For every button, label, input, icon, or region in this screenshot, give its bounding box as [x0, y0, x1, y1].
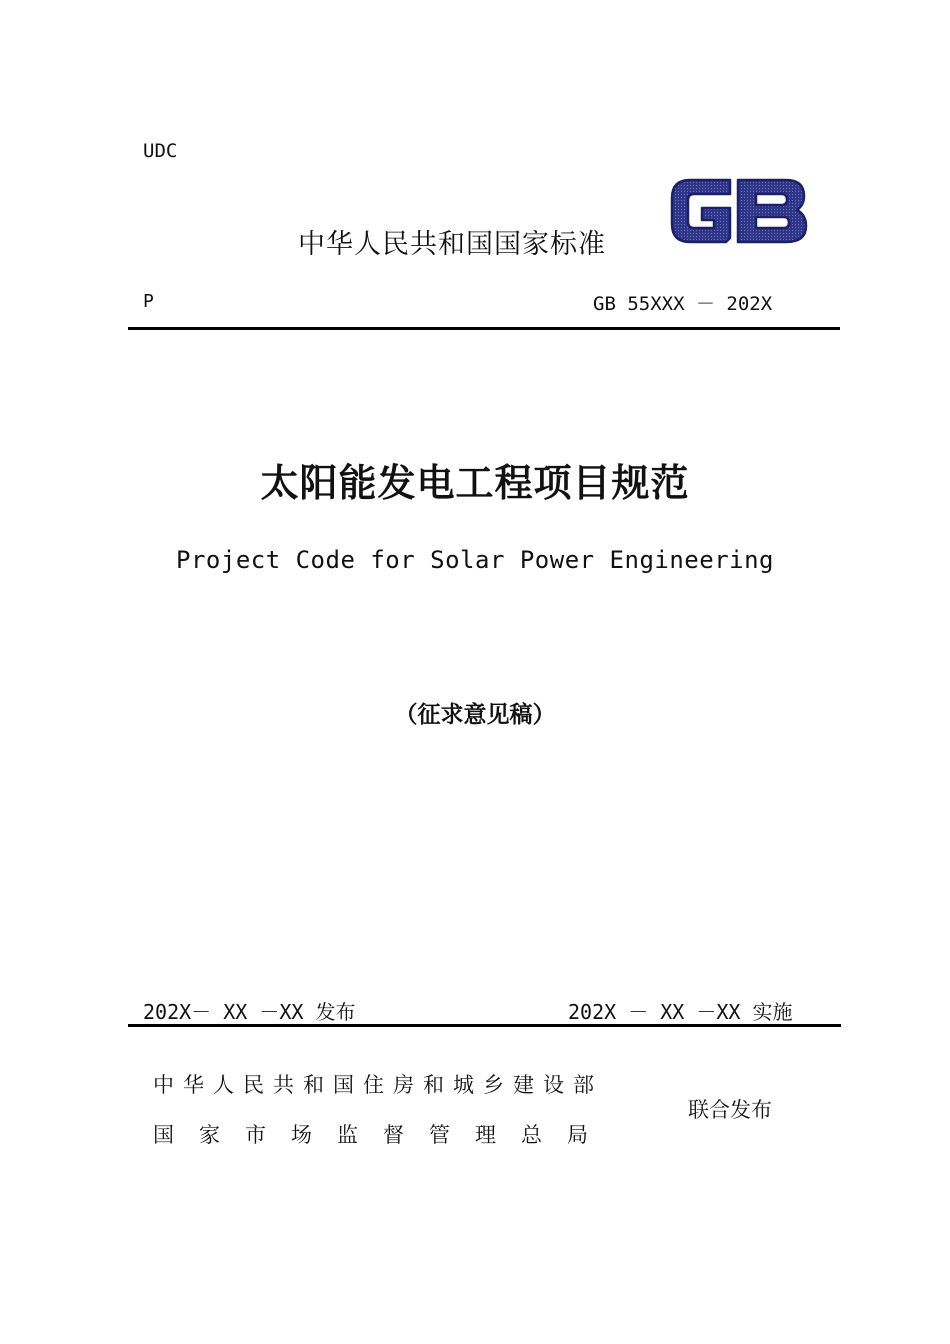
draft-status-note: （征求意见稿） [394, 702, 556, 728]
implementation-date: 202X － XX －XX 实施 [568, 1000, 793, 1024]
footer-divider [128, 1024, 841, 1027]
udc-label: UDC [143, 140, 178, 162]
document-title-cn: 太阳能发电工程项目规范 [260, 461, 690, 505]
gb-logo-icon [668, 172, 810, 250]
national-standard-heading: 中华人民共和国国家标准 [298, 229, 606, 260]
document-title-en: Project Code for Solar Power Engineering [176, 546, 774, 574]
standard-number: GB 55XXX － 202X [593, 293, 773, 315]
issuer-ministry: 中华人民共和国住房和城乡建设部 [153, 1073, 603, 1097]
header-divider [128, 327, 840, 330]
issuer-administration: 国家市场监督管理总局 [153, 1123, 613, 1147]
issue-date: 202X－ XX －XX 发布 [143, 1000, 356, 1024]
classification-code: P [143, 291, 154, 312]
joint-issue-label: 联合发布 [688, 1098, 772, 1122]
